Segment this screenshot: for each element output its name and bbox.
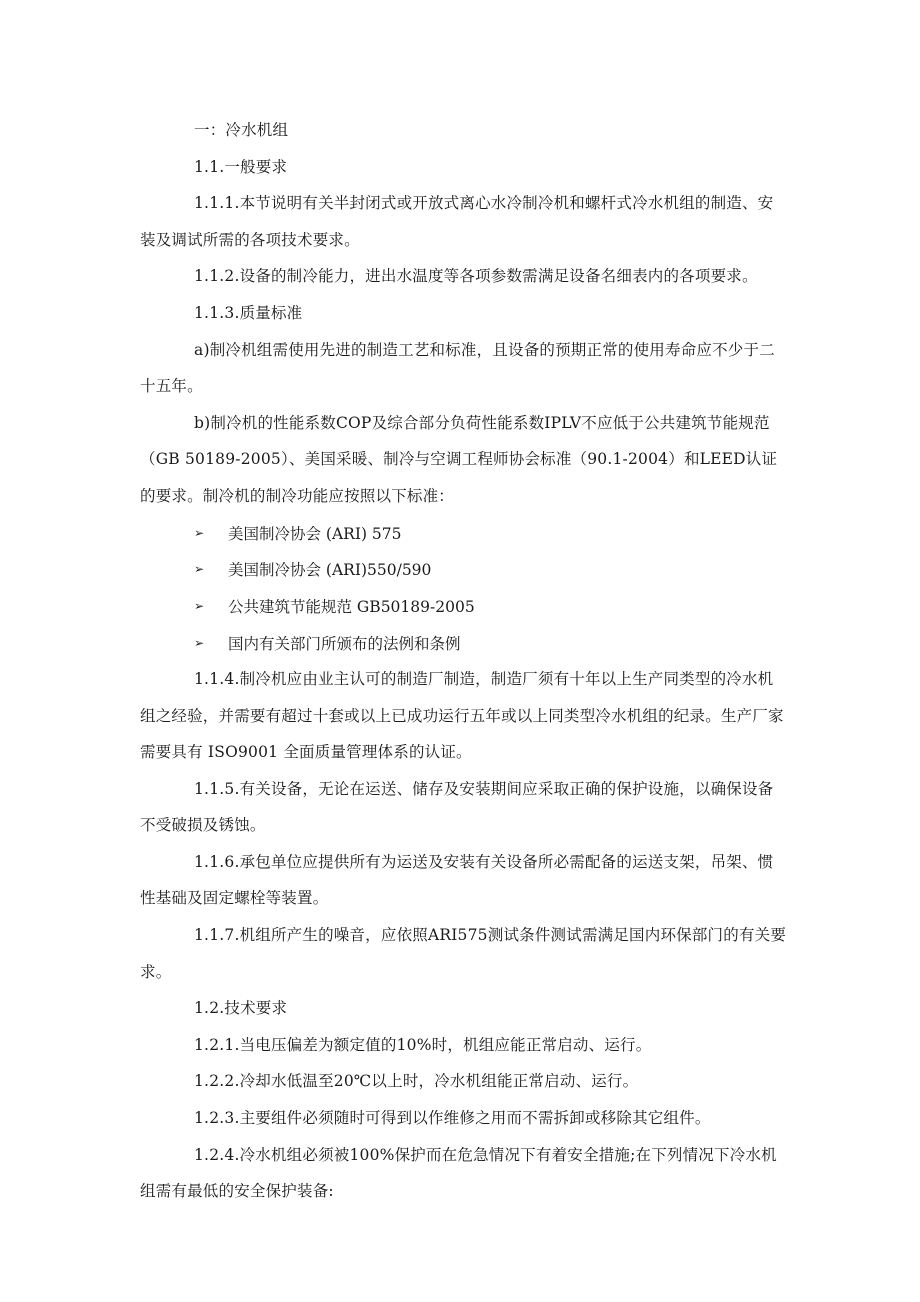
subsection-heading: 1.1.一般要求	[194, 157, 288, 176]
arrow-bullet-icon: ➢	[194, 635, 205, 650]
document-body	[140, 112, 788, 1210]
paragraph-1-1-2: 1.1.2.设备的制冷能力，进出水温度等各项参数需满足设备名细表内的各项要求。	[194, 267, 758, 286]
paragraph-1-2-4: 1.2.4.冷水机组必须被100%保护而在危急情况下有着安全措施;在下列情况下冷水机组需有最低的安全保护装备:	[140, 1145, 777, 1201]
list-item	[140, 624, 788, 661]
list-item-text: 美国制冷协会 (ARI)550/590	[228, 561, 432, 580]
paragraph-1-1-1: 1.1.1.本节说明有关半封闭式或开放式离心水冷制冷机和螺杆式冷水机组的制造、安装及调试所需的各项技术要求。	[140, 194, 774, 249]
list-item	[140, 551, 788, 588]
section-heading: 一：冷水机组	[194, 121, 289, 139]
list-item-text: 公共建筑节能规范 GB50189-2005	[228, 598, 475, 617]
list-item-text: 国内有关部门所颁布的法例和条例	[228, 634, 461, 653]
paragraph-1-1-6: 1.1.6.承包单位应提供所有为运送及安装有关设备所必需配备的运送支架，吊架、惯性基础及固定螺栓等装置。	[140, 852, 774, 908]
paragraph-1-1-3: 1.1.3.质量标准	[194, 303, 303, 322]
paragraph-1-1-5: 1.1.5.有关设备，无论在运送、储存及安装期间应采取正确的保护设施，以确保设备不受破损及锈蚀。	[140, 779, 774, 835]
paragraph-1-1-4: 1.1.4.制冷机应由业主认可的制造厂制造，制造厂须有十年以上生产同类型的冷水机组之经验，并需要有超过十套或以上已成功运行五年或以上同类型冷水机组的纪录。生产厂家需要具有 ISO9001 全面质量管理体系的认证。	[140, 669, 784, 762]
arrow-bullet-icon: ➢	[194, 525, 205, 540]
paragraph-1-1-7: 1.1.7.机组所产生的噪音，应依照ARI575测试条件测试需满足国内环保部门的有关要求。	[140, 926, 787, 981]
paragraph-1-2-1: 1.2.1.当电压偏差为额定值的10%时，机组应能正常启动、运行。	[194, 1035, 652, 1054]
list-item	[140, 588, 788, 625]
paragraph-1-2-2: 1.2.2.冷却水低温至20℃以上时，冷水机组能正常启动、运行。	[194, 1072, 639, 1091]
paragraph-1-2-3: 1.2.3.主要组件必须随时可得到以作维修之用而不需拆卸或移除其它组件。	[194, 1109, 711, 1128]
paragraph-b: b)制冷机的性能系数COP及综合部分负荷性能系数IPLV不应低于公共建筑节能规范（GB 50189-2005）、美国采暖、制冷与空调工程师协会标准（90.1-2004）和LEED认证的要求。制冷机的制冷功能应按照以下标准：	[140, 413, 778, 505]
list-item	[140, 515, 788, 552]
subsection-heading-1-2: 1.2.技术要求	[194, 999, 288, 1018]
arrow-bullet-icon: ➢	[194, 562, 205, 577]
list-item-text: 美国制冷协会 (ARI) 575	[228, 524, 402, 543]
arrow-bullet-icon: ➢	[194, 599, 205, 614]
paragraph-a: a)制冷机组需使用先进的制造工艺和标准，且设备的预期正常的使用寿命应不少于二十五年。	[140, 340, 775, 396]
